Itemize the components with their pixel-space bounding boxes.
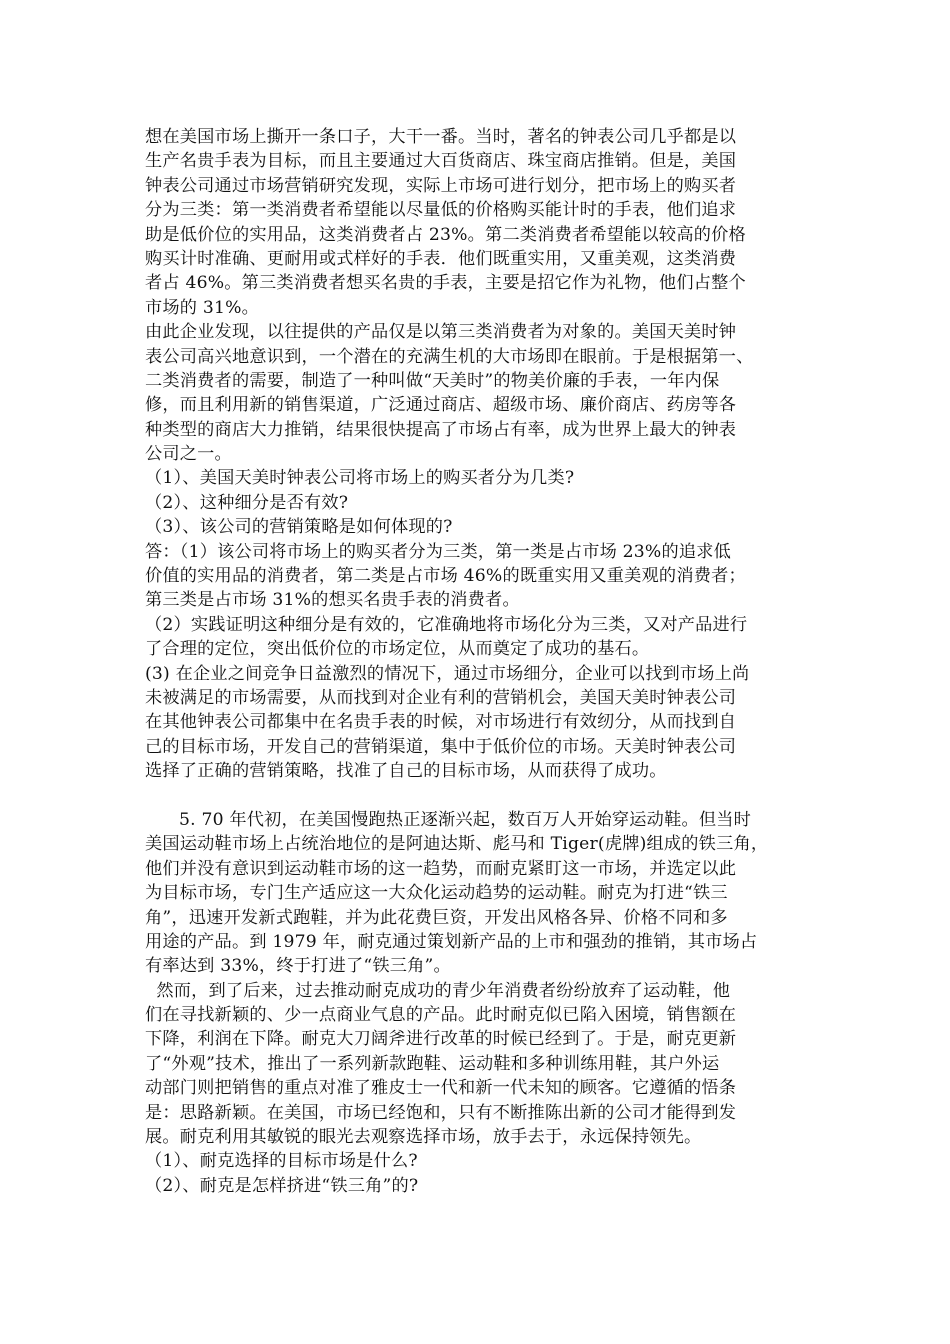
text-line: 有率达到 33%，终于打进了“铁三角”。	[145, 956, 451, 977]
text-line: 钟表公司通过市场营销研究发现，实际上市场可进行划分，把市场上的购买者	[145, 175, 737, 196]
text-line: 用途的产品。到 1979 年，耐克通过策划新产品的上市和强劲的推销，其市场占	[145, 931, 758, 952]
text-line: 分为三类：第一类消费者希望能以尽量低的价格购买能计时的手表，他们追求	[145, 200, 737, 221]
text-line: 购买计时准确、更耐用或式样好的手表．他们既重实用，又重美观，这类消费	[145, 248, 737, 269]
text-line: 种类型的商店大力推销，结果很快提高了市场占有率，成为世界上最大的钟表	[145, 419, 737, 440]
text-line: 展。耐克利用其敏锐的眼光去观察选择市场，放手去于，永远保持领先。	[145, 1127, 702, 1148]
document-body	[145, 125, 815, 1198]
text-line: 5. 70 年代初，在美国慢跑热正逐渐兴起，数百万人开始穿运动鞋。但当时	[145, 809, 752, 830]
text-line: 表公司高兴地意识到，一个潜在的充满生机的大市场即在眼前。于是根据第一、	[145, 346, 754, 367]
text-line: 在其他钟表公司都集中在名贵手表的时候，对市场进行有效纫分，从而找到自	[145, 712, 737, 733]
text-line: 了合理的定位，突出低价位的市场定位，从而奠定了成功的基石。	[145, 639, 650, 660]
text-line: 了“外观”技术，推出了一系列新款跑鞋、运动鞋和多种训练用鞋，其户外运	[145, 1053, 720, 1074]
text-line: 市场的 31%。	[145, 297, 260, 318]
blank-line	[145, 784, 815, 808]
text-line: （3）、该公司的营销策略是如何体现的?	[145, 517, 453, 538]
text-line: 角”，迅速开发新式跑鞋，并为此花费巨资，开发出风格各异、价格不同和多	[145, 907, 728, 928]
text-line: 生产名贵手表为目标，而且主要通过大百货商店、珠宝商店推销。但是，美国	[145, 151, 737, 172]
text-line: （2）实践证明这种细分是有效的，它准确地将市场化分为三类，又对产品进行	[145, 614, 748, 635]
text-line: 他们并没有意识到运动鞋市场的这一趋势，而耐克紧盯这一市场，并选定以此	[145, 858, 737, 879]
text-line: （2）、耐克是怎样挤进“铁三角”的?	[145, 1175, 419, 1196]
text-line: 己的目标市场，开发自己的营销渠道，集中于低价位的市场。天美时钟表公司	[145, 736, 737, 757]
text-line: 公司之一。	[145, 444, 232, 465]
text-line: 答：（1）该公司将市场上的购买者分为三类，第一类是占市场 23%的追求低	[145, 541, 732, 562]
text-line: 由此企业发现，以往提供的产品仅是以第三类消费者为对象的。美国天美时钟	[145, 322, 737, 343]
text-line: （1）、美国天美时钟表公司将市场上的购买者分为几类?	[145, 468, 575, 489]
text-line: 修，而且利用新的销售渠道，广泛通过商店、超级市场、廉价商店、药房等各	[145, 395, 737, 416]
text-line: 选择了正确的营销策略，找准了自己的目标市场，从而获得了成功。	[145, 761, 667, 782]
text-line: 价值的实用品的消费者，第二类是占市场 46%的既重实用又重美观的消费者；	[145, 566, 746, 587]
text-line: （2）、这种细分是否有效?	[145, 492, 349, 513]
text-line: 们在寻找新颖的、少一点商业气息的产品。此时耐克似已陷入困境，销售额在	[145, 1005, 737, 1026]
text-line: 者占 46%。第三类消费者想买名贵的手表，主要是招它作为礼物，他们占整个	[145, 273, 746, 294]
text-line: 美国运动鞋市场上占统治地位的是阿迪达斯、彪马和 Tiger(虎牌)组成的铁三角，	[145, 834, 769, 855]
text-line: 未被满足的市场需要，从而找到对企业有利的营销机会，美国天美时钟表公司	[145, 687, 737, 708]
text-line: 动部门则把销售的重点对准了雅皮士一代和新一代未知的顾客。它遵循的悟条	[145, 1078, 737, 1099]
text-line: （1）、耐克选择的目标市场是什么?	[145, 1151, 418, 1172]
text-line: 为目标市场，专门生产适应这一大众化运动趋势的运动鞋。耐克为打进“铁三	[145, 883, 728, 904]
text-line: (3) 在企业之间竞争日益激烈的情况下，通过市场细分，企业可以找到市场上尚	[145, 663, 750, 684]
text-line: 二类消费者的需要，制造了一种叫做“天美时”的物美价廉的手表，一年内保	[145, 370, 720, 391]
text-line: 助是低价位的实用品，这类消费者占 23%。第二类消费者希望能以较高的价格	[145, 224, 746, 245]
text-line: 第三类是占市场 31%的想买名贵手表的消费者。	[145, 590, 520, 611]
text-line: 下降，利润在下降。耐克大刀阔斧进行改革的时候已经到了。于是，耐克更新	[145, 1029, 737, 1050]
text-line: 然而，到了后来，过去推动耐克成功的青少年消费者纷纷放弃了运动鞋，他	[145, 980, 731, 1001]
text-line: 想在美国市场上撕开一条口子，大干一番。当时，著名的钟表公司几乎都是以	[145, 127, 737, 147]
text-line: 是：思路新颖。在美国，市场已经饱和，只有不断推陈出新的公司才能得到发	[145, 1102, 737, 1123]
